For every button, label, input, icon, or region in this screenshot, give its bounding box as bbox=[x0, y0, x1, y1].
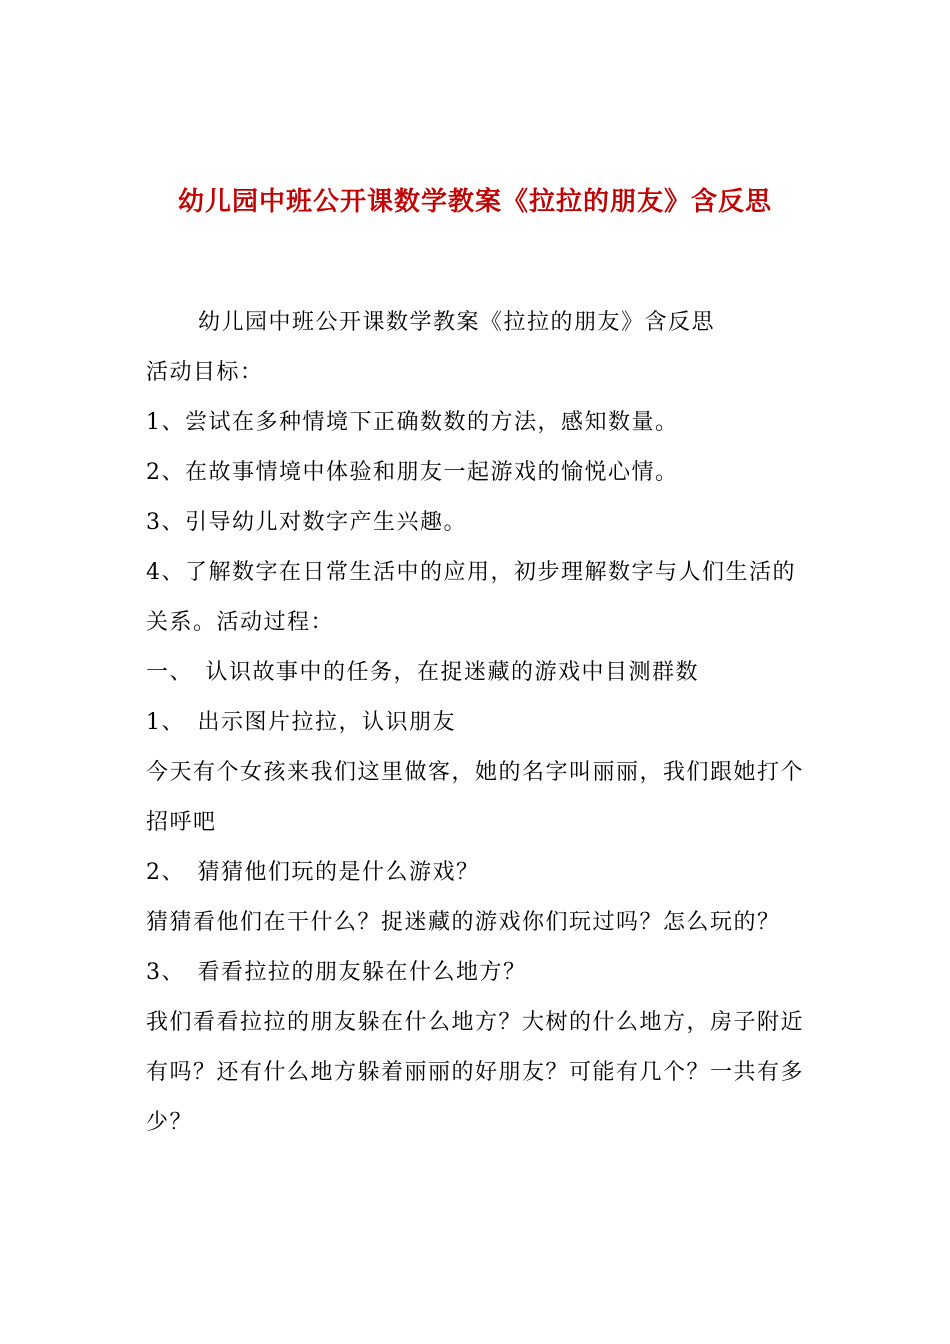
document-title: 幼儿园中班公开课数学教案《拉拉的朋友》含反思 bbox=[177, 187, 772, 217]
process-substep-2: 2、 猜猜他们玩的是什么游戏？ bbox=[146, 860, 480, 885]
goal-item-1: 1、尝试在多种情境下正确数数的方法，感知数量。 bbox=[146, 410, 679, 435]
document-body bbox=[146, 298, 806, 1148]
goal-item-3: 3、引导幼儿对数字产生兴趣。 bbox=[146, 510, 467, 535]
goal-item-2: 2、在故事情境中体验和朋友一起游戏的愉悦心情。 bbox=[146, 460, 679, 485]
body-paragraph: 猜猜看他们在干什么？捉迷藏的游戏你们玩过吗？怎么玩的？ bbox=[146, 910, 781, 935]
process-substep-3: 3、 看看拉拉的朋友躲在什么地方？ bbox=[146, 960, 527, 985]
body-paragraph: 今天有个女孩来我们这里做客，她的名字叫丽丽，我们跟她打个招呼吧 bbox=[146, 760, 805, 835]
subtitle-paragraph: 幼儿园中班公开课数学教案《拉拉的朋友》含反思 bbox=[198, 310, 716, 335]
section-heading-goals: 活动目标： bbox=[146, 360, 264, 385]
body-paragraph: 我们看看拉拉的朋友躲在什么地方？大树的什么地方，房子附近有吗？还有什么地方躲着丽丽的好朋友？可能有几个？一共有多少？ bbox=[146, 1010, 805, 1135]
process-substep-1: 1、 出示图片拉拉，认识朋友 bbox=[146, 710, 456, 735]
goal-item-4: 4、了解数字在日常生活中的应用，初步理解数字与人们生活的关系。活动过程： bbox=[146, 560, 796, 635]
process-step-1-heading: 一、 认识故事中的任务，在捉迷藏的游戏中目测群数 bbox=[146, 660, 700, 685]
